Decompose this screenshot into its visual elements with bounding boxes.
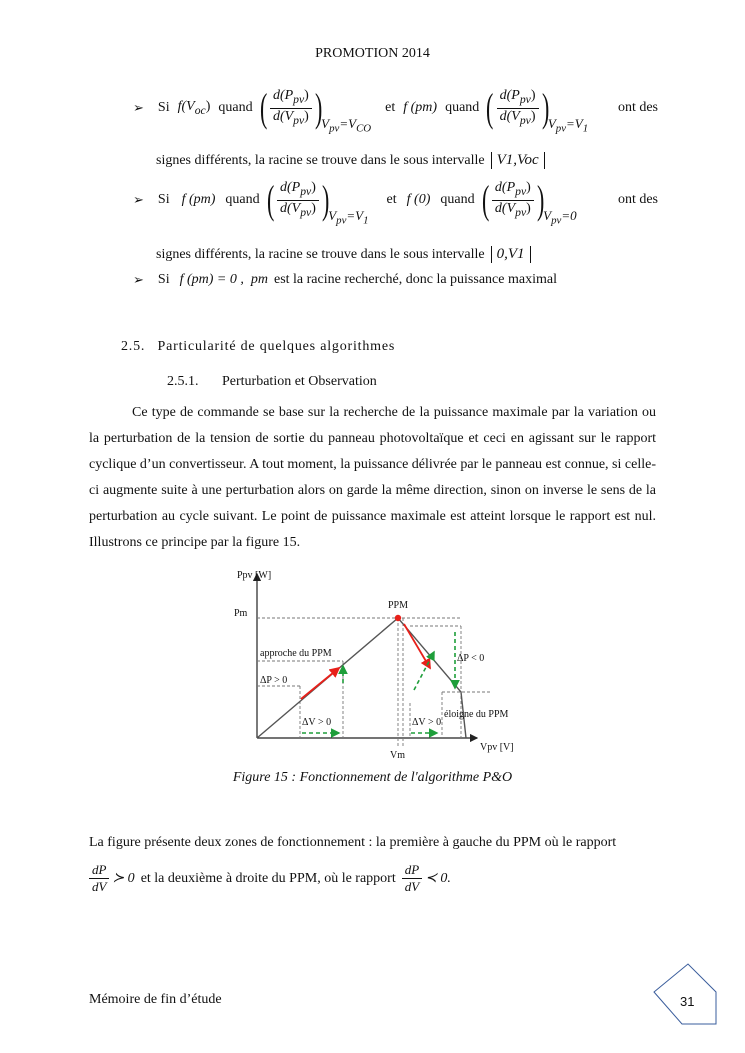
- bullet-arrow-icon: ➢: [133, 272, 144, 287]
- subsection-heading: [167, 374, 377, 390]
- bullet-1-line-2-text: signes différents, la racine se trouve dans le sous intervalle: [156, 152, 485, 168]
- body-paragraph: Ce type de commande se base sur la recherche de la puissance maximale par la variation ou la perturbation de la tension de sortie du panneau photovoltaïque et ceci en agissant sur le rapport cyclique d’un convertisseur. A tout moment, la puissance délivrée par le panneau est connue, si celle-ci augmente suite à une perturbation alors on garde la même direction, sinon on inverse le sens de la perturbation au cycle suivant. Le point de puissance maximale est atteint lorsque le rapport est nul. Illustrons ce principe par la figure 15.: [89, 405, 656, 550]
- greater-than-zero: ≻ 0: [112, 871, 135, 886]
- bullet-1-f-voc: $f(V_{oc})$: [177, 99, 211, 118]
- bullet-3-equation: f (pm) = 0 , pm: [179, 272, 268, 287]
- dv-positive-left-label: ΔV > 0: [302, 717, 332, 728]
- bullet-1: [133, 85, 658, 135]
- bullet-2-interval: 0,V1: [491, 246, 531, 263]
- bullet-2-si: Si: [157, 192, 170, 208]
- bullet-1-si: Si: [157, 100, 170, 116]
- figure-15: [225, 568, 525, 763]
- bullet-1-derivative-2: ( $\frac{d(P_{pv})}{d(V_{pv})}$ ) $V_{pv}=V_1$: [486, 85, 589, 135]
- y-axis-label: Ppv [W]: [237, 570, 272, 581]
- bullet-2-f-pm: f (pm): [181, 192, 216, 208]
- dp-dv-fraction-2: $\frac{dP}{dV}$: [402, 862, 422, 895]
- away-arrow: [404, 624, 430, 668]
- conclusion-mid-text: et la deuxième à droite du PPM, où le rapport: [140, 870, 396, 886]
- bullet-2-et: et: [386, 192, 397, 208]
- bullet-1-derivative-1: ( $\frac{d(P_{pv})}{d(V_{pv})}$ ) $V_{pv}=V_{CO}$: [259, 85, 372, 135]
- bullet-1-ont-des: ont des: [617, 100, 658, 116]
- bullet-1-quand: quand: [218, 100, 253, 116]
- bullet-1-quand-2: quand: [445, 100, 480, 116]
- section-title: Particularité de quelques algorithmes: [157, 339, 396, 354]
- bullet-2-f-0: f (0): [406, 192, 431, 208]
- bullet-2-derivative-1: ( $\frac{d(P_{pv})}{d(V_{pv})}$ ) $V_{pv}=V_1$: [266, 177, 369, 227]
- figure-caption: Figure 15 : Fonctionnement de l'algorithme P&O: [232, 770, 513, 785]
- bullet-1-interval: V1,Voc: [491, 152, 545, 169]
- bullet-3: [133, 272, 557, 288]
- section-heading: [121, 339, 395, 355]
- dp-negative-label: ΔP < 0: [457, 653, 485, 664]
- conclusion-line-2: [89, 862, 451, 895]
- x-axis-label: Vpv [V]: [480, 742, 514, 753]
- subsection-title: Perturbation et Observation: [222, 374, 377, 389]
- approach-arrow: [301, 668, 339, 699]
- bullet-2-ont-des: ont des: [617, 192, 658, 208]
- bullet-1-et: et: [385, 100, 396, 116]
- bullet-2: [133, 177, 658, 227]
- ppm-label: PPM: [388, 600, 409, 611]
- pm-label: Pm: [234, 608, 248, 619]
- bullet-2-line-2-text: signes différents, la racine se trouve dans le sous intervalle: [156, 246, 485, 262]
- ppm-point: [395, 615, 401, 621]
- bullet-3-text: est la racine recherché, donc la puissance maximal: [273, 272, 557, 287]
- dp-dv-fraction-1: $\frac{dP}{dV}$: [89, 862, 109, 895]
- less-than-zero: ≺ 0.: [425, 871, 451, 886]
- footer-text: Mémoire de fin d’étude: [89, 992, 222, 1007]
- bullet-1-line-2: [156, 152, 545, 169]
- bullet-2-derivative-2: ( $\frac{d(P_{pv})}{d(V_{pv})}$ ) $V_{pv}=0$: [481, 177, 577, 227]
- conclusion-line-1: La figure présente deux zones de fonctionnement : la première à gauche du PPM où le rapport: [89, 835, 617, 850]
- page-number: 31: [680, 994, 695, 1009]
- approach-label: approche du PPM: [260, 648, 332, 659]
- bullet-3-si: Si: [157, 272, 170, 287]
- bullet-arrow-icon: ➢: [133, 192, 144, 208]
- bullet-2-line-2: [156, 246, 531, 263]
- bullet-2-quand-2: quand: [440, 192, 475, 208]
- dp-positive-label: ΔP > 0: [260, 675, 288, 686]
- running-header: PROMOTION 2014: [315, 46, 430, 61]
- bullet-arrow-icon: ➢: [133, 100, 144, 116]
- away-label: éloigne du PPM: [444, 709, 509, 720]
- subsection-number: 2.5.1.: [167, 374, 199, 389]
- bullet-2-quand: quand: [225, 192, 260, 208]
- vm-label: Vm: [390, 750, 405, 761]
- bullet-1-f-pm: f (pm): [403, 100, 438, 116]
- dv-positive-right-label: ΔV > 0: [412, 717, 442, 728]
- section-number: 2.5.: [121, 339, 146, 354]
